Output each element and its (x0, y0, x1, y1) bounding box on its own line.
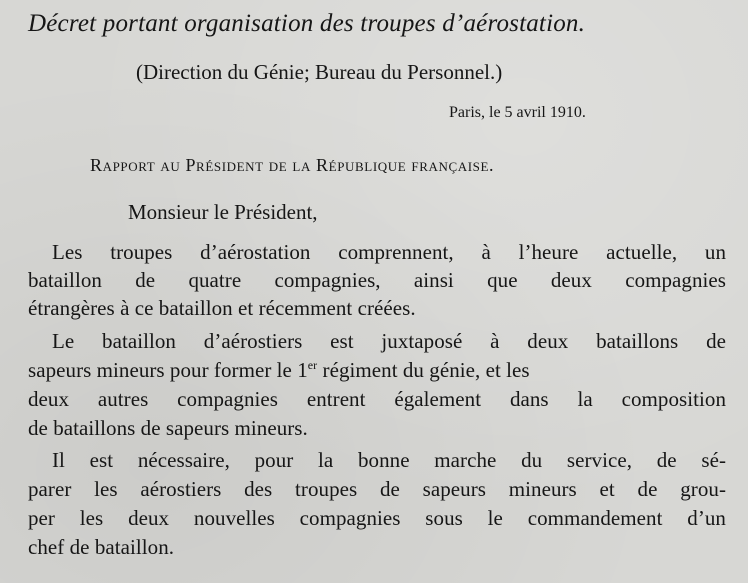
paragraph-2-line-2-part-2: régiment du génie, et les (322, 358, 530, 382)
paragraph-2-line-2-part-1: sapeurs mineurs pour former le (28, 358, 292, 382)
salutation: Monsieur le Président, (128, 200, 318, 224)
paragraph-2-line-4: de bataillons de sapeurs mineurs. (28, 416, 308, 440)
ordinal-superscript: er (307, 358, 318, 372)
paragraph-3-line-2: parer les aérostiers des troupes de sapeurs mineurs et de grou- (28, 477, 726, 501)
paragraph-2-line-2 (28, 358, 726, 383)
paragraph-3-line-1: Il est nécessaire, pour la bonne marche du service, de sé- (52, 448, 726, 472)
paragraph-1-line-3: étrangères à ce bataillon et récemment créées. (28, 296, 416, 320)
paragraph-2-line-1: Le bataillon d’aérostiers est juxtaposé à deux bataillons de (52, 329, 726, 353)
paragraph-1-line-2: bataillon de quatre compagnies, ainsi que deux compagnies (28, 268, 726, 292)
dateline: Paris, le 5 avril 1910. (449, 104, 586, 121)
paragraph-1-line-1: Les troupes d’aérostation comprennent, à l’heure actuelle, un (52, 240, 726, 264)
paragraph-2-line-3: deux autres compagnies entrent également dans la composition (28, 387, 726, 411)
report-heading: Rapport au Président de la République française. (90, 155, 495, 175)
document-subtitle: (Direction du Génie; Bureau du Personnel.) (136, 60, 503, 84)
paragraph-3-line-4: chef de bataillon. (28, 535, 175, 559)
paragraph-3-line-3: per les deux nouvelles compagnies sous le commandement d’un (28, 506, 726, 530)
document-title: Décret portant organisation des troupes d’aérostation. (28, 10, 586, 37)
ordinal-number: 1 (297, 358, 308, 382)
